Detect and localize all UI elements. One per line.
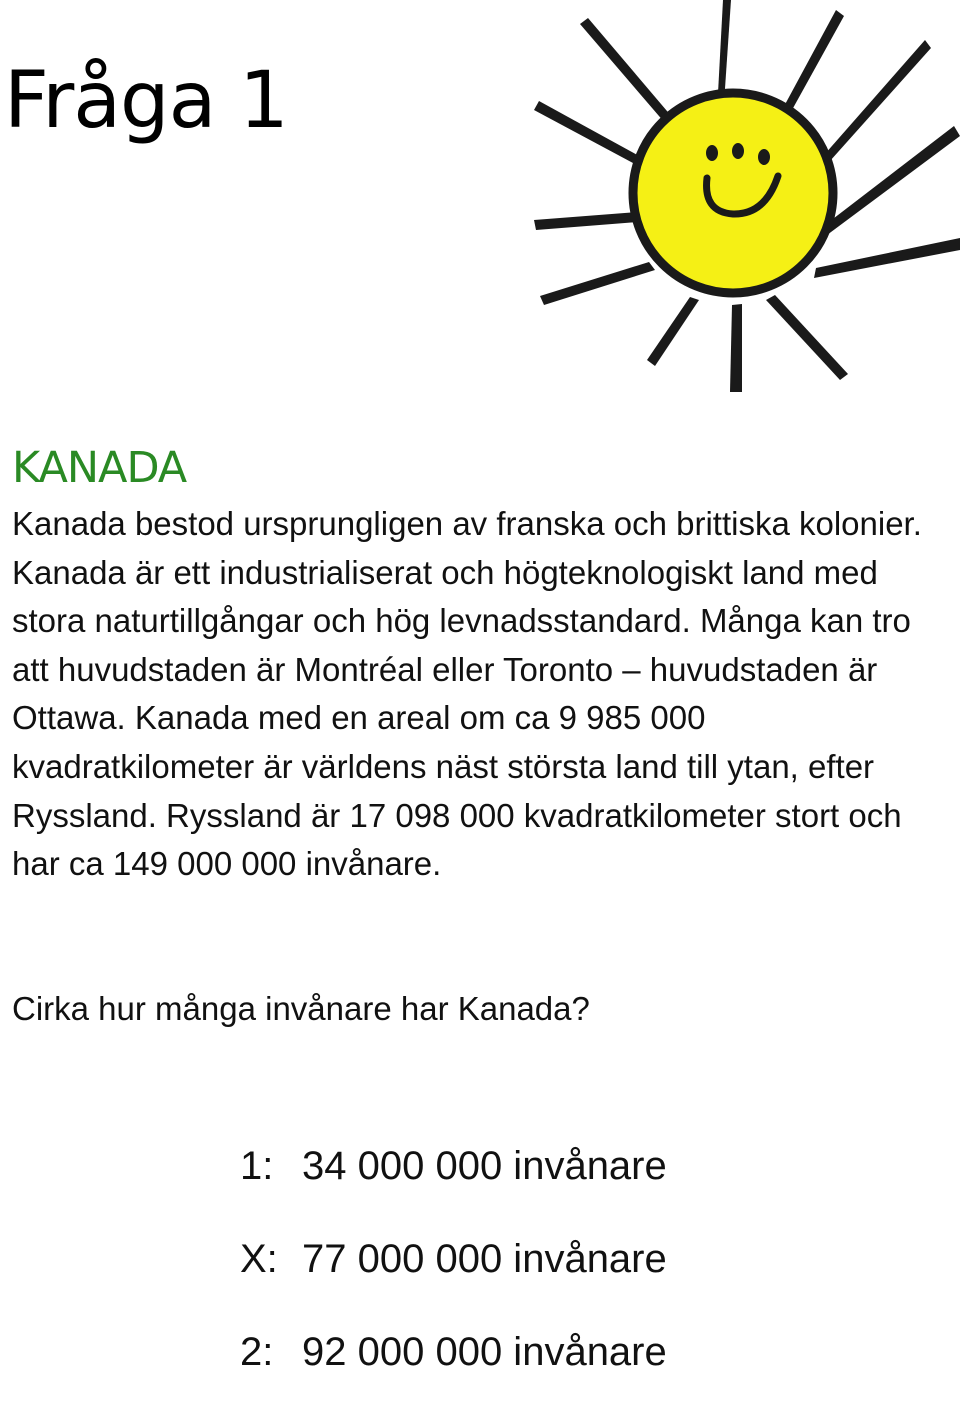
quiz-question: Cirka hur många invånare har Kanada?: [12, 990, 590, 1027]
smiling-sun-icon: [520, 0, 960, 400]
answer-option-x[interactable]: [240, 1231, 667, 1324]
country-heading: KANADA: [12, 443, 187, 493]
answer-option-text: 34 000 000 invånare: [302, 1144, 667, 1188]
answer-option-key: 2:: [240, 1330, 274, 1374]
answer-options: [240, 1138, 667, 1417]
answer-option-key: X:: [240, 1237, 278, 1281]
answer-option-key: 1:: [240, 1144, 274, 1188]
page-title: Fråga 1: [4, 56, 288, 146]
answer-option-text: 92 000 000 invånare: [302, 1330, 667, 1374]
country-description: Kanada bestod ursprungligen av franska och brittiska kolonier. Kanada är ett industrialiserat och högteknologiskt land med stora naturtillgångar och hög levnadsstandard. Många kan tro att huvudstaden är Montréal eller Toronto – huvudstaden är Ottawa. Kanada med en areal om ca 9 985 000 kvadratkilometer är världens näst största land till ytan, efter Ryssland. Ryssland är 17 098 000 kvadratkilometer stort och har ca 149 000 000 invånare.: [12, 505, 922, 883]
answer-option-text: 77 000 000 invånare: [302, 1237, 667, 1281]
answer-option-1[interactable]: [240, 1138, 667, 1231]
answer-option-2[interactable]: [240, 1324, 667, 1417]
